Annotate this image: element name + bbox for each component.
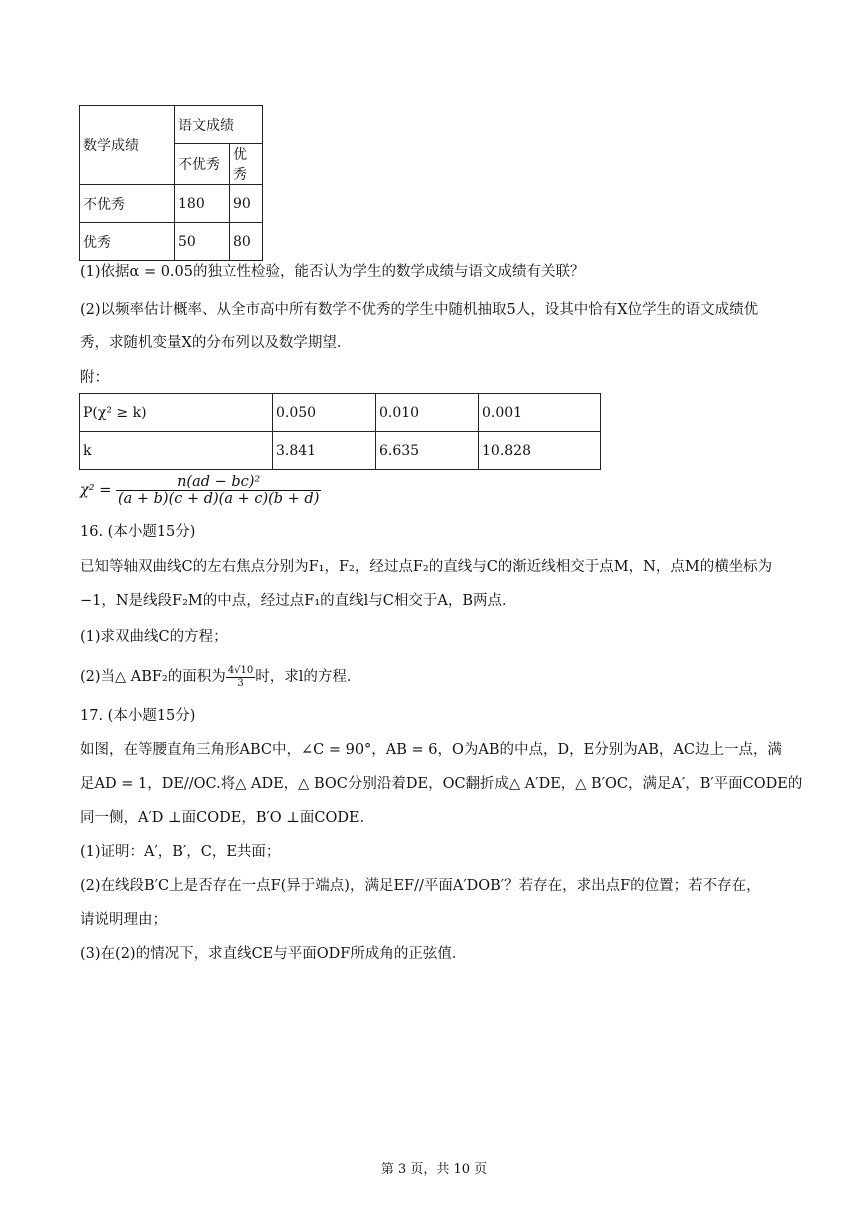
table-cell: 优秀 [80,223,175,261]
critical-value-table [79,393,601,470]
table-cell: 3.841 [273,432,376,470]
q16-part2-suffix: 时，求l的方程． [255,669,362,685]
q17-line3: 同一侧，A′D ⊥面CODE，B′O ⊥面CODE． [80,810,375,826]
formula-lhs: χ² = [80,482,112,499]
table-cell: 180 [175,185,230,223]
contingency-table [79,105,263,261]
table-cell: 不优秀 [80,185,175,223]
q15-part1: (1)依据α = 0.05的独立性检验，能否认为学生的数学成绩与语文成绩有关联？ [80,264,585,280]
q17-part2-line2: 请说明理由； [80,912,167,928]
table-col-yes: 优秀 [230,144,263,185]
q17-part2-line1: (2)在线段B′C上是否存在一点F(异于端点)，满足EF//平面A′DOB′？若存在，求出点F的位置；若不存在， [80,878,761,894]
area-fraction [226,665,255,690]
table-cell: 0.010 [376,394,479,432]
table-col-group: 语文成绩 [175,106,263,144]
table-cell: 50 [175,223,230,261]
q15-part2-line1: (2)以频率估计概率、从全市高中所有数学不优秀的学生中随机抽取5人，设其中恰有X位学生的语文成绩优 [80,302,759,318]
table-cell: 0.001 [479,394,601,432]
table-cell: 0.050 [273,394,376,432]
table-cell: k [80,432,273,470]
page-footer: 第 3 页，共 10 页 [380,1162,488,1177]
area-denominator: 3 [237,677,244,689]
chi-square-formula [80,474,321,507]
q16-part1: (1)求双曲线C的方程； [80,629,228,645]
table-row-header: 数学成绩 [80,106,175,185]
q17-header: 17. (本小题15分) [80,708,196,724]
formula-fraction [116,474,321,507]
q17-line2: 足AD = 1，DE//OC.将△ ADE，△ BOC分别沿着DE，OC翻折成△ A′DE，△ B′OC，满足A′，B′平面CODE的 [80,776,803,792]
table-cell: P(χ² ≥ k) [80,394,273,432]
table-cell: 6.635 [376,432,479,470]
q17-part3: (3)在(2)的情况下，求直线CE与平面ODF所成角的正弦值． [80,946,467,962]
q17-part1: (1)证明：A′，B′，C，E共面； [80,844,281,860]
q16-header: 16. (本小题15分) [80,524,196,540]
q17-line1: 如图，在等腰直角三角形ABC中，∠C = 90°，AB = 6，O为AB的中点，D，E分别为AB，AC边上一点，满 [80,742,782,758]
q16-part2 [80,662,361,692]
formula-numerator: n(ad − bc)² [116,474,321,491]
q16-part2-prefix: (2)当△ ABF₂的面积为 [80,669,226,685]
table-cell: 10.828 [479,432,601,470]
area-numerator: 4√10 [227,664,254,676]
q15-part2-line2: 秀，求随机变量X的分布列以及数学期望． [80,335,352,351]
table-col-not: 不优秀 [175,144,230,185]
formula-denominator: (a + b)(c + d)(a + c)(b + d) [117,491,320,507]
table-cell: 90 [230,185,263,223]
table-cell: 80 [230,223,263,261]
appendix-label: 附： [80,370,109,386]
q16-line1: 已知等轴双曲线C的左右焦点分别为F₁，F₂，经过点F₂的直线与C的渐近线相交于点M，N，点M的横坐标为 [80,559,773,575]
q16-line2: −1，N是线段F₂M的中点，经过点F₁的直线l与C相交于A，B两点． [80,593,517,609]
